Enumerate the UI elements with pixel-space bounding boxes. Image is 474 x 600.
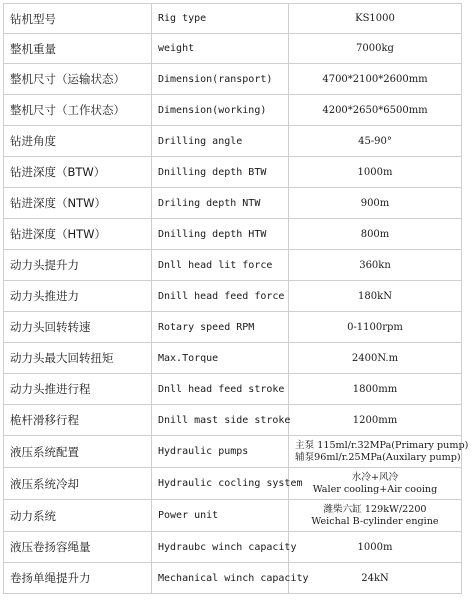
spec-name-en: Hydraubc winch capacity [152, 532, 289, 563]
spec-name-zh: 液压卷扬容绳量 [4, 532, 152, 563]
spec-row [4, 436, 462, 468]
spec-row [4, 64, 462, 95]
spec-name-zh: 整机重量 [4, 34, 152, 64]
spec-value [289, 157, 462, 188]
spec-row [4, 4, 462, 34]
spec-value-line: 1800mm [352, 383, 398, 395]
spec-name-zh: 钻进角度 [4, 126, 152, 157]
spec-table [3, 3, 469, 594]
spec-row [4, 126, 462, 157]
spec-value [289, 188, 462, 219]
spec-value-line: 800m [360, 228, 390, 240]
spec-value-line: 辅泵96ml/r.25MPa(Auxilary pump) [295, 451, 461, 463]
spec-name-en: Power unit [152, 500, 289, 532]
spec-row [4, 281, 462, 312]
spec-value [289, 281, 462, 312]
spec-value [289, 95, 462, 126]
spec-name-zh: 卷扬单绳提升力 [4, 563, 152, 594]
spec-name-zh: 钻进深度（BTW） [4, 157, 152, 188]
spec-name-en: Rotary speed RPM [152, 312, 289, 343]
spec-name-zh: 动力头提升力 [4, 250, 152, 281]
spec-value [289, 563, 462, 594]
spec-value-line: 900m [360, 197, 390, 209]
spec-value-line: 主泵 115ml/r.32MPa(Primary pump) [295, 440, 469, 452]
spec-value [289, 343, 462, 374]
spec-value-line: 水冷+风冷 [351, 472, 399, 484]
spec-name-en: Dimension(ransport) [152, 64, 289, 95]
spec-value-line: 2400N.m [351, 352, 399, 364]
spec-value [289, 219, 462, 250]
spec-name-zh: 钻进深度（HTW） [4, 219, 152, 250]
spec-value-line: 0-1100rpm [347, 321, 403, 333]
spec-row [4, 468, 462, 500]
spec-value-line: 180kN [358, 290, 392, 302]
spec-value [289, 312, 462, 343]
spec-row [4, 95, 462, 126]
spec-name-zh: 液压系统配置 [4, 436, 152, 468]
spec-name-en: Hydraulic cocling system [152, 468, 289, 500]
spec-name-zh: 动力头推进力 [4, 281, 152, 312]
spec-name-en: Dnilling depth BTW [152, 157, 289, 188]
spec-row [4, 532, 462, 563]
spec-name-zh: 桅杆滑移行程 [4, 405, 152, 436]
spec-name-zh: 动力系统 [4, 500, 152, 532]
spec-value [289, 436, 469, 468]
spec-row [4, 188, 462, 219]
spec-name-zh: 钻机型号 [4, 4, 152, 34]
spec-name-en: Mechanical winch capacity [152, 563, 289, 594]
spec-value [289, 468, 462, 500]
spec-value [289, 374, 462, 405]
spec-value-line: Weichal B-cylinder engine [311, 515, 439, 527]
spec-row [4, 34, 462, 64]
spec-name-en: Dnll head feed stroke [152, 374, 289, 405]
spec-name-zh: 液压系统冷却 [4, 468, 152, 500]
spec-value [289, 64, 462, 95]
spec-name-en: Dnilling depth HTW [152, 219, 289, 250]
spec-value-line: 4200*2650*6500mm [322, 104, 428, 116]
spec-row [4, 374, 462, 405]
spec-value-line: 24kN [361, 572, 389, 584]
spec-row [4, 312, 462, 343]
spec-value [289, 500, 462, 532]
spec-name-en: Dimension(working) [152, 95, 289, 126]
spec-value-line: 7000kg [356, 43, 394, 54]
spec-value-line: 45-90° [358, 135, 392, 147]
spec-name-en: Max.Torque [152, 343, 289, 374]
spec-value-line: 360kn [359, 259, 391, 271]
spec-name-en: weight [152, 34, 289, 64]
spec-name-en: Driling depth NTW [152, 188, 289, 219]
spec-row [4, 563, 462, 594]
spec-name-zh: 整机尺寸（工作状态） [4, 95, 152, 126]
spec-value [289, 405, 462, 436]
spec-name-en: Dnll head lit force [152, 250, 289, 281]
spec-row [4, 219, 462, 250]
spec-name-en: Dnill head feed force [152, 281, 289, 312]
spec-value-line: 1200mm [352, 414, 398, 426]
spec-name-zh: 钻进深度（NTW） [4, 188, 152, 219]
spec-value [289, 4, 462, 34]
spec-value-line: KS1000 [355, 13, 395, 24]
spec-value-line: Waler cooling+Air cooing [312, 483, 438, 495]
spec-row [4, 157, 462, 188]
spec-row [4, 250, 462, 281]
spec-value-line: 4700*2100*2600mm [322, 73, 428, 85]
spec-row [4, 500, 462, 532]
spec-name-en: Drilling angle [152, 126, 289, 157]
spec-value-line: 1000m [357, 541, 393, 553]
spec-value [289, 34, 462, 64]
spec-table-body [4, 4, 469, 594]
spec-value-line: 潍柴六缸 129kW/2200 [323, 504, 427, 516]
spec-name-zh: 整机尺寸（运输状态） [4, 64, 152, 95]
spec-value [289, 126, 462, 157]
spec-value-line: 1000m [357, 166, 393, 178]
spec-value [289, 532, 462, 563]
spec-name-zh: 动力头最大回转扭矩 [4, 343, 152, 374]
spec-name-en: Dnill mast side stroke [152, 405, 289, 436]
spec-row [4, 343, 462, 374]
spec-value [289, 250, 462, 281]
spec-name-en: Rig type [152, 4, 289, 34]
spec-name-en: Hydraulic pumps [152, 436, 289, 468]
spec-name-zh: 动力头回转转速 [4, 312, 152, 343]
spec-name-zh: 动力头推进行程 [4, 374, 152, 405]
spec-row [4, 405, 462, 436]
